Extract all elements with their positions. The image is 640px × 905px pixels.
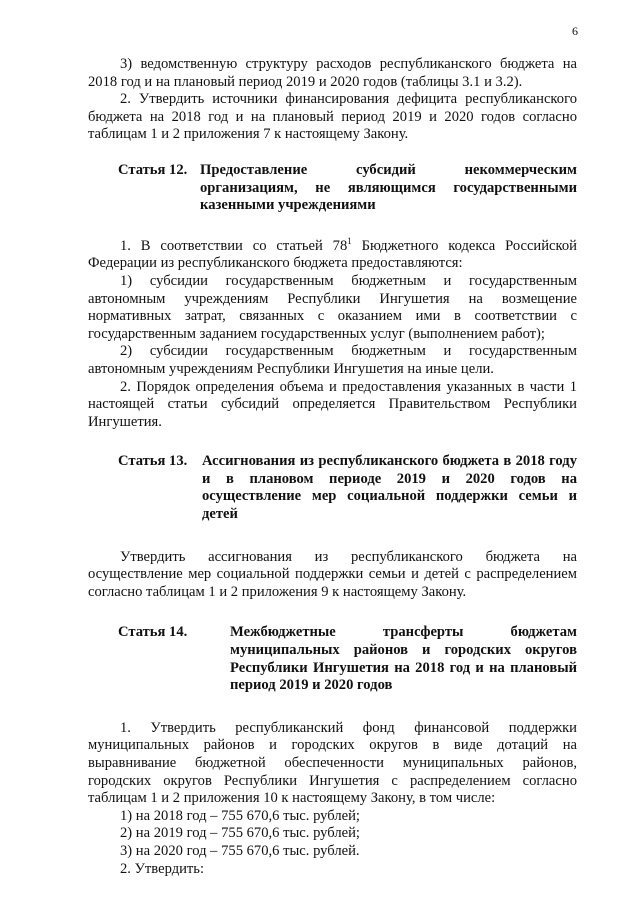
intro-item-3: 3) ведомственную структуру расходов республиканского бюджета на 2018 год и на плановый период 2019 и 2020 годов (таблицы 3.1 и 3.2). (88, 56, 577, 90)
article-13-heading (88, 453, 577, 523)
article-13-label: Статья 13. (118, 453, 188, 470)
article-12-p1-text: 1. В соответствии со статьей 78 (120, 237, 348, 254)
document-body (88, 56, 577, 878)
intro-item-2: 2. Утвердить источники финансирования дефицита республиканского бюджета на 2018 год и на плановый период 2019 и 2020 годов согласно таблицам 1 и 2 приложения 7 к настоящему Закону. (88, 91, 577, 143)
article-14-paragraph-2: 1) на 2018 год – 755 670,6 тыс. рублей; (120, 807, 360, 824)
article-14-paragraph-3: 2) на 2019 год – 755 670,6 тыс. рублей; (120, 825, 360, 842)
article-14-paragraph-1: 1. Утвердить республиканский фонд финансовой поддержки муниципальных районов и городских округов в виде дотаций на выравнивание бюджетной обеспеченности муниципальных районов, городских округов Республики Ингушетия с распределением согласно таблицам 1 и 2 приложения 10 к настоящему Закону, в том числе: (88, 719, 577, 807)
article-14-label: Статья 14. (118, 624, 188, 641)
article-12-p1-sup: 1 (347, 235, 352, 246)
page-number: 6 (572, 24, 578, 38)
article-12-p1-text-after: Бюджетного кодекса Российской Федерации из республиканского бюджета предоставляются: (88, 237, 577, 272)
article-12-title: Предоставление субсидий некоммерческим организациям, не являющимся государственными казенными учреждениями (200, 161, 577, 214)
article-14-paragraph-4: 3) на 2020 год – 755 670,6 тыс. рублей. (120, 842, 360, 859)
article-12-paragraph-4: 2. Порядок определения объема и предоставления указанных в части 1 настоящей статьи субсидий определяется Правительством Республики Ингушетия. (88, 378, 577, 430)
article-14-paragraph-5: 2. Утвердить: (120, 860, 205, 877)
article-12-label: Статья 12. (118, 161, 188, 178)
article-14-heading (88, 624, 577, 694)
article-12-paragraph-1 (88, 235, 577, 273)
article-13-title: Ассигнования из республиканского бюджета в 2018 году и в плановом периоде 2019 и 2020 годов на осуществление мер социальной поддержки семьи и детей (202, 453, 577, 523)
article-12-paragraph-2: 1) субсидии государственным бюджетным и государственным автономным учреждениям Республики Ингушетия на возмещение нормативных затрат, связанных с оказанием ими в соответствии с государственным заданием государственных услуг (выполнением работ); (88, 272, 577, 342)
article-13-paragraph-1: Утвердить ассигнования из республиканского бюджета на осуществление мер социальной поддержки семьи и детей с распределением согласно таблицам 1 и 2 приложения 9 к настоящему Закону. (88, 548, 577, 600)
article-14-title: Межбюджетные трансферты бюджетам муниципальных районов и городских округов Республики Ингушетия на 2018 год и на плановый период 2019 и 2020 годов (230, 624, 577, 694)
article-12-heading (88, 162, 577, 215)
article-12-paragraph-3: 2) субсидии государственным бюджетным и государственным автономным учреждениям Республики Ингушетия на иные цели. (88, 343, 577, 377)
